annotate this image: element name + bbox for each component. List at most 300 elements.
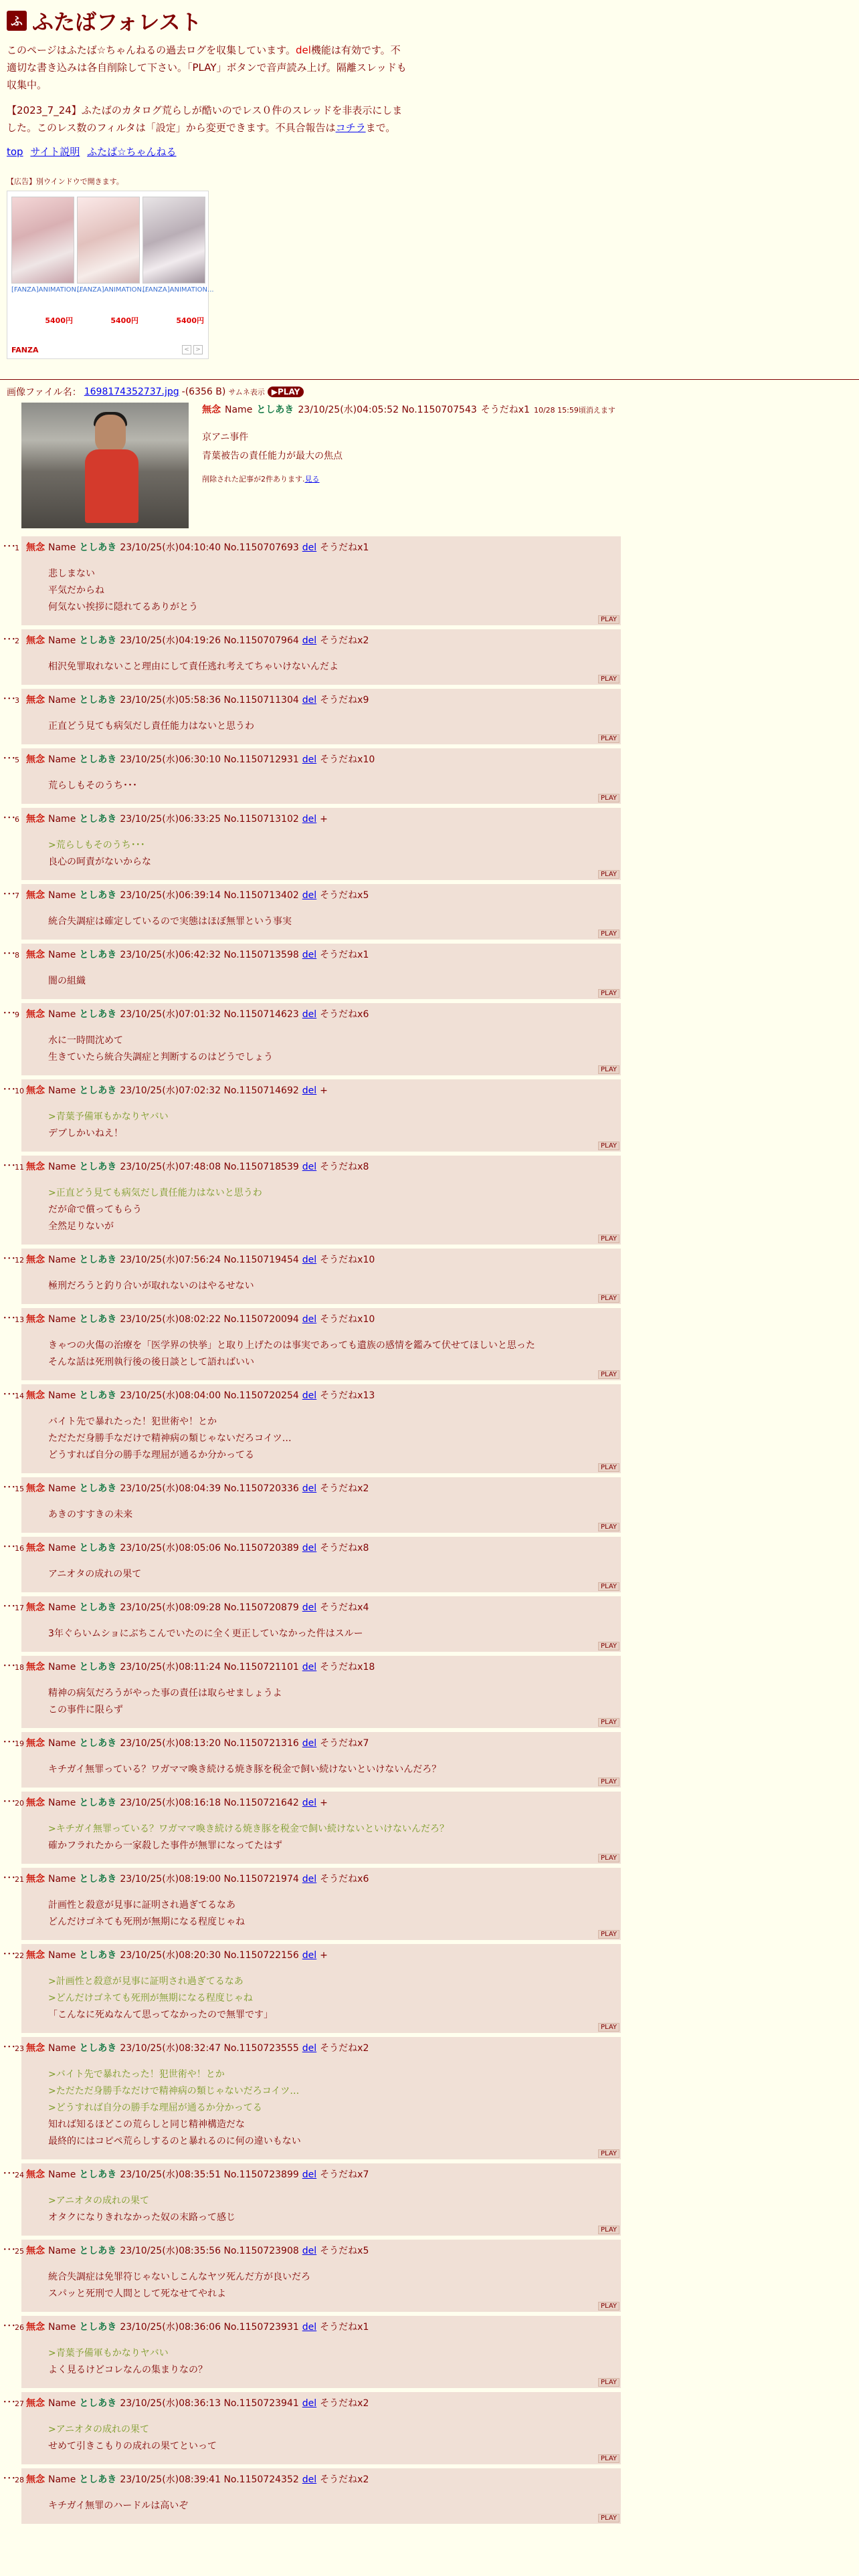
name-label: Name: [48, 2398, 76, 2409]
name-label: Name: [48, 1085, 76, 1096]
ad-item[interactable]: [77, 197, 149, 326]
reply-date: 23/10/25(水)06:30:10 No.1150712931: [120, 754, 299, 765]
reply-line: よく見るけどコレなんの集まりなの？: [48, 2365, 207, 2375]
sodane-button[interactable]: そうだねx6: [320, 1874, 369, 1885]
reply-body: [21, 1897, 621, 1931]
reply-list: [0, 536, 859, 2524]
del-link[interactable]: del: [302, 2398, 317, 2409]
reply-line: だが命で償ってもらう: [48, 1204, 142, 1215]
reply-body: [21, 1973, 621, 2024]
del-link[interactable]: del: [302, 1314, 317, 1325]
reply-body: [21, 1109, 621, 1142]
poster-name: としあき: [79, 890, 117, 901]
reply-header: [15, 1948, 621, 1961]
reply-row: [3, 1308, 859, 1380]
sodane-button[interactable]: そうだねx8: [320, 1162, 369, 1172]
reply-body: [21, 1761, 621, 1778]
reply-box: [15, 1792, 621, 1864]
reply-box: [15, 536, 621, 625]
reply-body: [21, 1821, 621, 1854]
poster-name: としあき: [79, 2169, 117, 2180]
play-button[interactable]: PLAY: [598, 1142, 619, 1150]
sodane-button[interactable]: そうだねx10: [320, 754, 375, 765]
reply-body: [21, 718, 621, 735]
quote-line: >正直どう見ても病気だし責任能力はないと思うわ: [48, 1188, 262, 1198]
reply-line: 荒らしもそのうち･･･: [48, 780, 137, 791]
poster-name: としあき: [79, 1255, 117, 1265]
del-link[interactable]: del: [302, 1085, 317, 1096]
play-button[interactable]: PLAY: [598, 1778, 619, 1786]
play-button[interactable]: PLAY: [598, 615, 619, 624]
reply-body: [21, 914, 621, 930]
play-button[interactable]: PLAY: [598, 1854, 619, 1862]
poster-name: としあき: [256, 405, 294, 415]
play-button[interactable]: PLAY: [598, 1523, 619, 1531]
quote-line: >どうすれば自分の勝手な理屈が通るか分かってる: [48, 2103, 262, 2113]
reply-number: 2: [15, 637, 19, 645]
poster-name: としあき: [79, 754, 117, 765]
quote-line: >アニオタの成れの果て: [48, 2424, 150, 2435]
divider: [0, 379, 859, 380]
reply-line: そんな話は死刑執行後の後日談として語ればいい: [48, 1357, 254, 1368]
sodane-button[interactable]: +: [320, 1085, 328, 1096]
intro-text-2b: まで。: [365, 122, 396, 134]
name-label: Name: [48, 1009, 76, 1020]
reply-dots: ･･･: [3, 1542, 16, 1552]
poster-name: としあき: [79, 1009, 117, 1020]
del-link[interactable]: del: [302, 1255, 317, 1265]
sodane-button[interactable]: そうだねx10: [320, 1314, 375, 1325]
intro-text-2a: 【2023_7_24】ふたばのカタログ荒らしが酷いのでレス０件のスレッドを非表示にしました。このレス数のフィルタは「設定」から変更できます。不具合報告は: [7, 104, 403, 134]
play-button[interactable]: PLAY: [598, 989, 619, 998]
op-post: [0, 399, 859, 532]
ad-caption[interactable]: [FANZA]ANIMATION...: [77, 286, 149, 294]
play-button[interactable]: PLAY: [598, 1930, 619, 1939]
poster-name: としあき: [79, 814, 117, 825]
reply-dots: ･･･: [3, 635, 16, 645]
reply-body: [21, 2422, 621, 2455]
reply-number: 25: [15, 2247, 24, 2256]
reply-line: オタクになりきれなかった奴の末路って感じ: [48, 2212, 235, 2223]
poster-name: としあき: [79, 1950, 117, 1961]
reply-number: 13: [15, 1315, 24, 1324]
play-button[interactable]: PLAY: [598, 930, 619, 938]
reply-row: [3, 1079, 859, 1152]
quote-line: >アニオタの成れの果て: [48, 2195, 150, 2206]
reply-number: 20: [15, 1799, 24, 1808]
reply-subject: 無念: [26, 1543, 45, 1553]
del-link[interactable]: del: [302, 1009, 317, 1020]
play-button[interactable]: PLAY: [598, 1642, 619, 1650]
reply-number: 1: [15, 544, 19, 552]
ad-thumbnail[interactable]: [142, 197, 205, 284]
reply-subject: 無念: [26, 1738, 45, 1749]
reply-dots: ･･･: [3, 813, 16, 823]
poster-name: としあき: [79, 1662, 117, 1673]
reply-box: [15, 1308, 621, 1380]
reply-line: どうすれば自分の勝手な理屈が通るか分かってる: [48, 1450, 254, 1461]
nav-about-link[interactable]: サイト説明: [30, 146, 80, 158]
play-button[interactable]: PLAY: [598, 794, 619, 802]
reply-box: [15, 1384, 621, 1473]
poster-name: としあき: [79, 695, 117, 706]
sodane-button[interactable]: そうだねx7: [320, 1738, 369, 1749]
reply-date: 23/10/25(水)08:02:22 No.1150720094: [120, 1314, 299, 1325]
reply-subject: 無念: [26, 1314, 45, 1325]
reply-body: [21, 2066, 621, 2150]
reply-subject: 無念: [26, 1085, 45, 1096]
reply-date: 23/10/25(水)08:32:47 No.1150723555: [120, 2043, 299, 2054]
del-link[interactable]: del: [302, 542, 317, 553]
expire-note: 10/28 15:59頃消えます: [533, 406, 615, 415]
reply-date: 23/10/25(水)07:02:32 No.1150714692: [120, 1085, 299, 1096]
sodane-button[interactable]: そうだねx2: [320, 635, 369, 646]
poster-name: としあき: [79, 1162, 117, 1172]
sodane-button[interactable]: そうだねx2: [320, 2043, 369, 2054]
title-row: [7, 4, 852, 37]
play-button[interactable]: PLAY: [598, 1065, 619, 1074]
reply-line: アニオタの成れの果て: [48, 1569, 142, 1580]
reply-date: 23/10/25(水)07:01:32 No.1150714623: [120, 1009, 299, 1020]
reply-date: 23/10/25(水)05:58:36 No.1150711304: [120, 695, 299, 706]
reply-header: [15, 888, 621, 901]
reply-row: [3, 2316, 859, 2388]
sodane-button[interactable]: そうだねx2: [320, 1483, 369, 1494]
sodane-button[interactable]: そうだねx18: [320, 1662, 375, 1673]
del-link[interactable]: del: [302, 950, 317, 960]
play-button[interactable]: PLAY: [598, 1718, 619, 1727]
play-button[interactable]: PLAY: [598, 1463, 619, 1472]
ad-item[interactable]: [142, 197, 214, 326]
name-label: Name: [48, 1390, 76, 1401]
sodane-button[interactable]: +: [320, 814, 328, 825]
op-image[interactable]: [21, 403, 189, 528]
reply-row: [3, 2037, 859, 2159]
reply-dots: ･･･: [3, 1797, 16, 1807]
ad-caption[interactable]: [FANZA]ANIMATION...: [142, 286, 214, 294]
del-link[interactable]: del: [302, 890, 317, 901]
sodane-button[interactable]: そうだねx2: [320, 2398, 369, 2409]
bug-report-link[interactable]: コチラ: [335, 122, 366, 134]
sodane-button[interactable]: そうだねx1: [480, 405, 530, 415]
show-deleted-link[interactable]: 見る: [304, 475, 320, 484]
play-button[interactable]: PLAY: [598, 2023, 619, 2032]
intro-text-1c: 機能は有効です。不適切な書き込みは各自削除して下さい。「PLAY」ボタンで音声読み上げ。隔離スレッドも収集中。: [7, 44, 407, 91]
quote-line: >ただただ身勝手なだけで精神病の類じゃないだろコイツ…: [48, 2086, 300, 2097]
del-link[interactable]: del: [302, 1543, 317, 1553]
reply-header: [15, 2041, 621, 2054]
reply-row: [3, 1477, 859, 1533]
poster-name: としあき: [79, 1390, 117, 1401]
sodane-button[interactable]: そうだねx7: [320, 2169, 369, 2180]
poster-name: としあき: [79, 1543, 117, 1553]
play-button[interactable]: PLAY: [598, 1294, 619, 1303]
name-label: Name: [48, 1738, 76, 1749]
poster-name: としあき: [79, 2474, 117, 2485]
sodane-button[interactable]: そうだねx13: [320, 1390, 375, 1401]
play-button[interactable]: PLAY: [598, 1235, 619, 1243]
play-button[interactable]: PLAY: [598, 2454, 619, 2463]
name-label: Name: [48, 1874, 76, 1885]
ad-next-icon[interactable]: >: [193, 345, 203, 354]
play-button[interactable]: PLAY: [598, 734, 619, 743]
play-button[interactable]: PLAY: [598, 870, 619, 879]
reply-line: 何気ない挨拶に隠れてるありがとう: [48, 602, 198, 613]
reply-date: 23/10/25(水)08:16:18 No.1150721642: [120, 1798, 299, 1808]
reply-dots: ･･･: [3, 694, 16, 704]
reply-subject: 無念: [26, 2169, 45, 2180]
reply-number: 12: [15, 1256, 24, 1265]
sodane-button[interactable]: そうだねx5: [320, 890, 369, 901]
reply-subject: 無念: [26, 1255, 45, 1265]
reply-header: [15, 1872, 621, 1885]
intro-text: [7, 41, 408, 136]
reply-box: [15, 1656, 621, 1728]
reply-body: [21, 1566, 621, 1583]
reply-row: [3, 944, 859, 999]
reply-body: [21, 2498, 621, 2514]
op-text: [202, 428, 615, 465]
name-label: Name: [48, 814, 76, 825]
sodane-button[interactable]: そうだねx5: [320, 2246, 369, 2256]
name-label: Name: [48, 1255, 76, 1265]
reply-dots: ･･･: [3, 1254, 16, 1264]
ad-thumbnail[interactable]: [11, 197, 74, 284]
reply-row: [3, 1537, 859, 1592]
nav-futaba-link[interactable]: ふたば☆ちゃんねる: [87, 146, 177, 158]
del-link[interactable]: del: [302, 754, 317, 765]
reply-box: [15, 2240, 621, 2312]
reply-date: 23/10/25(水)08:20:30 No.1150722156: [120, 1950, 299, 1961]
reply-header: [15, 540, 621, 554]
reply-date: 23/10/25(水)08:36:06 No.1150723931: [120, 2322, 299, 2333]
reply-subject: 無念: [26, 695, 45, 706]
ad-prev-icon[interactable]: <: [182, 345, 191, 354]
reply-number: 14: [15, 1392, 24, 1400]
reply-subject: 無念: [26, 2246, 45, 2256]
ad-thumbnail[interactable]: [77, 197, 140, 284]
reply-dots: ･･･: [3, 2245, 16, 2255]
reply-number: 27: [15, 2399, 24, 2408]
reply-line: 「こんなに死ぬなんて思ってなかったので無罪です」: [48, 2010, 273, 2020]
del-link[interactable]: del: [302, 2043, 317, 2054]
reply-number: 28: [15, 2476, 24, 2484]
ad-caption[interactable]: [FANZA]ANIMATION...: [11, 286, 83, 294]
del-link[interactable]: del: [302, 2169, 317, 2180]
reply-line: 確かフラれたから一家殺した事件が無罪になってたはず: [48, 1840, 282, 1851]
reply-date: 23/10/25(水)07:56:24 No.1150719454: [120, 1255, 299, 1265]
sodane-button[interactable]: そうだねx10: [320, 1255, 375, 1265]
ad-banner[interactable]: [7, 191, 214, 359]
reply-header: [15, 2396, 621, 2409]
reply-subject: 無念: [26, 1009, 45, 1020]
reply-dots: ･･･: [3, 889, 16, 899]
reply-line: 最終的にはコピペ荒らしするのと暴れるのに何の違いもない: [48, 2136, 301, 2147]
del-link[interactable]: del: [302, 1738, 317, 1749]
reply-header: [15, 1160, 621, 1173]
deleted-note-text: 削除された記事が2件あります.: [202, 475, 305, 484]
header: [0, 0, 859, 359]
reply-row: [3, 2163, 859, 2236]
del-link[interactable]: del: [302, 1662, 317, 1673]
reply-body: [21, 2269, 621, 2302]
sodane-button[interactable]: +: [320, 1950, 328, 1961]
reply-row: [3, 1003, 859, 1075]
name-label: Name: [48, 2246, 76, 2256]
del-link[interactable]: del: [302, 1162, 317, 1172]
reply-number: 8: [15, 951, 19, 960]
ad-note: 【広告】別ウインドウで開きます。: [7, 177, 124, 186]
play-button[interactable]: PLAY: [598, 2149, 619, 2158]
reply-line: きゃつの火傷の治療を「医学界の快挙」と取り上げたのは事実であっても遺族の感情を鑑みて伏せてほしいと思った: [48, 1340, 535, 1351]
nav-top-link[interactable]: top: [7, 146, 23, 158]
reply-body: [21, 1033, 621, 1066]
reply-header: [15, 812, 621, 825]
del-link[interactable]: del: [302, 1602, 317, 1613]
name-label: Name: [48, 890, 76, 901]
del-link[interactable]: del: [302, 2322, 317, 2333]
name-label: Name: [48, 695, 76, 706]
reply-line: 生きていたら統合失調症と判断するのはどうでしょう: [48, 1052, 273, 1063]
del-link[interactable]: del: [302, 1798, 317, 1808]
play-button[interactable]: PLAY: [598, 2378, 619, 2387]
del-link[interactable]: del: [302, 1874, 317, 1885]
reply-dots: ･･･: [3, 1008, 16, 1018]
del-link[interactable]: del: [302, 814, 317, 825]
reply-header: [15, 948, 621, 961]
reply-line: バイト先で暴れたった！犯世術や！とか: [48, 1416, 217, 1427]
del-link[interactable]: del: [302, 695, 317, 706]
reply-body: [21, 1685, 621, 1719]
play-button[interactable]: PLAY: [598, 1582, 619, 1591]
reply-date: 23/10/25(水)06:42:32 No.1150713598: [120, 950, 299, 960]
reply-row: [3, 1944, 859, 2033]
play-button[interactable]: PLAY: [598, 1370, 619, 1379]
reply-subject: 無念: [26, 814, 45, 825]
name-label: Name: [48, 2043, 76, 2054]
sodane-button[interactable]: そうだねx1: [320, 2322, 369, 2333]
reply-row: [3, 884, 859, 940]
reply-dots: ･･･: [3, 1737, 16, 1747]
reply-line: 知れば知るほどこの荒らしと同じ精神構造だな: [48, 2119, 245, 2130]
name-label: Name: [48, 542, 76, 553]
reply-line: キチガイ無罪っている？ワガママ喚き続ける焼き豚を税金で飼い続けないといけないんだろ？: [48, 1764, 442, 1775]
reply-body: [21, 1626, 621, 1642]
file-link[interactable]: 1698174352737.jpg: [84, 387, 179, 397]
ad-brand: FANZA: [11, 346, 39, 354]
sodane-button[interactable]: そうだねx2: [320, 2474, 369, 2485]
op-play-button[interactable]: ▶PLAY: [268, 387, 304, 397]
reply-line: 闇の組織: [48, 976, 86, 986]
reply-line: 統合失調症は免罪符じゃないしこんなヤツ死んだ方が良いだろ: [48, 2272, 310, 2282]
name-label: Name: [48, 950, 76, 960]
ad-price: 5400円: [110, 316, 138, 325]
play-button[interactable]: PLAY: [598, 675, 619, 683]
intro-text-1a: このページはふたば☆ちゃんねるの過去ログを収集しています。: [7, 44, 296, 56]
reply-box: [15, 2392, 621, 2464]
reply-subject: 無念: [26, 2043, 45, 2054]
reply-header: [15, 2244, 621, 2257]
reply-row: [3, 1249, 859, 1304]
sodane-button[interactable]: そうだねx4: [320, 1602, 369, 1613]
del-link[interactable]: del: [302, 1483, 317, 1494]
del-link[interactable]: del: [302, 1950, 317, 1961]
del-link[interactable]: del: [302, 2474, 317, 2485]
reply-body: [21, 778, 621, 794]
sodane-button[interactable]: そうだねx1: [320, 950, 369, 960]
ad-item[interactable]: [11, 197, 83, 326]
op-line: 青葉被告の責任能力が最大の焦点: [202, 451, 343, 461]
op-header: [202, 403, 615, 416]
sodane-button[interactable]: そうだねx6: [320, 1009, 369, 1020]
reply-number: 17: [15, 1604, 24, 1612]
reply-body: [21, 659, 621, 675]
reply-line: 精神の病気だろうがやった事の責任は取らせましょうよ: [48, 1688, 282, 1699]
play-button[interactable]: PLAY: [598, 2302, 619, 2311]
reply-subject: 無念: [26, 1162, 45, 1172]
reply-number: 21: [15, 1875, 24, 1884]
reply-row: [3, 2468, 859, 2524]
reply-date: 23/10/25(水)08:35:51 No.1150723899: [120, 2169, 299, 2180]
quote-line: >荒らしもそのうち･･･: [48, 840, 145, 851]
name-label: Name: [48, 1483, 76, 1494]
quote-line: >バイト先で暴れたった！犯世術や！とか: [48, 2069, 225, 2080]
play-button[interactable]: PLAY: [598, 2226, 619, 2234]
reply-header: [15, 2320, 621, 2333]
reply-box: [15, 2163, 621, 2236]
name-label: Name: [48, 2474, 76, 2485]
sodane-button[interactable]: そうだねx1: [320, 542, 369, 553]
poster-name: としあき: [79, 1798, 117, 1808]
reply-box: [15, 1156, 621, 1245]
reply-subject: 無念: [26, 542, 45, 553]
poster-name: としあき: [79, 2322, 117, 2333]
reply-box: [15, 1732, 621, 1788]
reply-header: [15, 1660, 621, 1673]
reply-header: [15, 1312, 621, 1325]
nav-links: [7, 144, 852, 158]
reply-line: どんだけゴネても死刑が無期になる程度じゃね: [48, 1917, 245, 1927]
reply-number: 16: [15, 1544, 24, 1553]
reply-dots: ･･･: [3, 1661, 16, 1671]
poster-name: としあき: [79, 2043, 117, 2054]
reply-line: ただただ身勝手なだけで精神病の類じゃないだろコイツ…: [48, 1433, 292, 1444]
quote-line: >どんだけゴネても死刑が無期になる程度じゃね: [48, 1993, 253, 2004]
reply-dots: ･･･: [3, 1161, 16, 1171]
del-link[interactable]: del: [302, 635, 317, 646]
reply-date: 23/10/25(水)04:19:26 No.1150707964: [120, 635, 299, 646]
intro-paragraph-1: [7, 41, 408, 94]
play-button[interactable]: PLAY: [598, 2514, 619, 2523]
reply-body: [21, 1278, 621, 1295]
reply-row: [3, 2240, 859, 2312]
sodane-button[interactable]: +: [320, 1798, 328, 1808]
intro-paragraph-2: [7, 102, 408, 136]
thumb-note: サムネ表示: [228, 388, 265, 397]
poster-name: としあき: [79, 1314, 117, 1325]
site-logo-icon[interactable]: ふ: [7, 11, 27, 31]
reply-header: [15, 633, 621, 647]
reply-number: 11: [15, 1163, 24, 1172]
name-label: Name: [48, 1798, 76, 1808]
del-link[interactable]: del: [302, 2246, 317, 2256]
del-link[interactable]: del: [302, 1390, 317, 1401]
sodane-button[interactable]: そうだねx8: [320, 1543, 369, 1553]
reply-box: [15, 748, 621, 804]
sodane-button[interactable]: そうだねx9: [320, 695, 369, 706]
reply-dots: ･･･: [3, 2169, 16, 2179]
name-label: Name: [48, 1162, 76, 1172]
